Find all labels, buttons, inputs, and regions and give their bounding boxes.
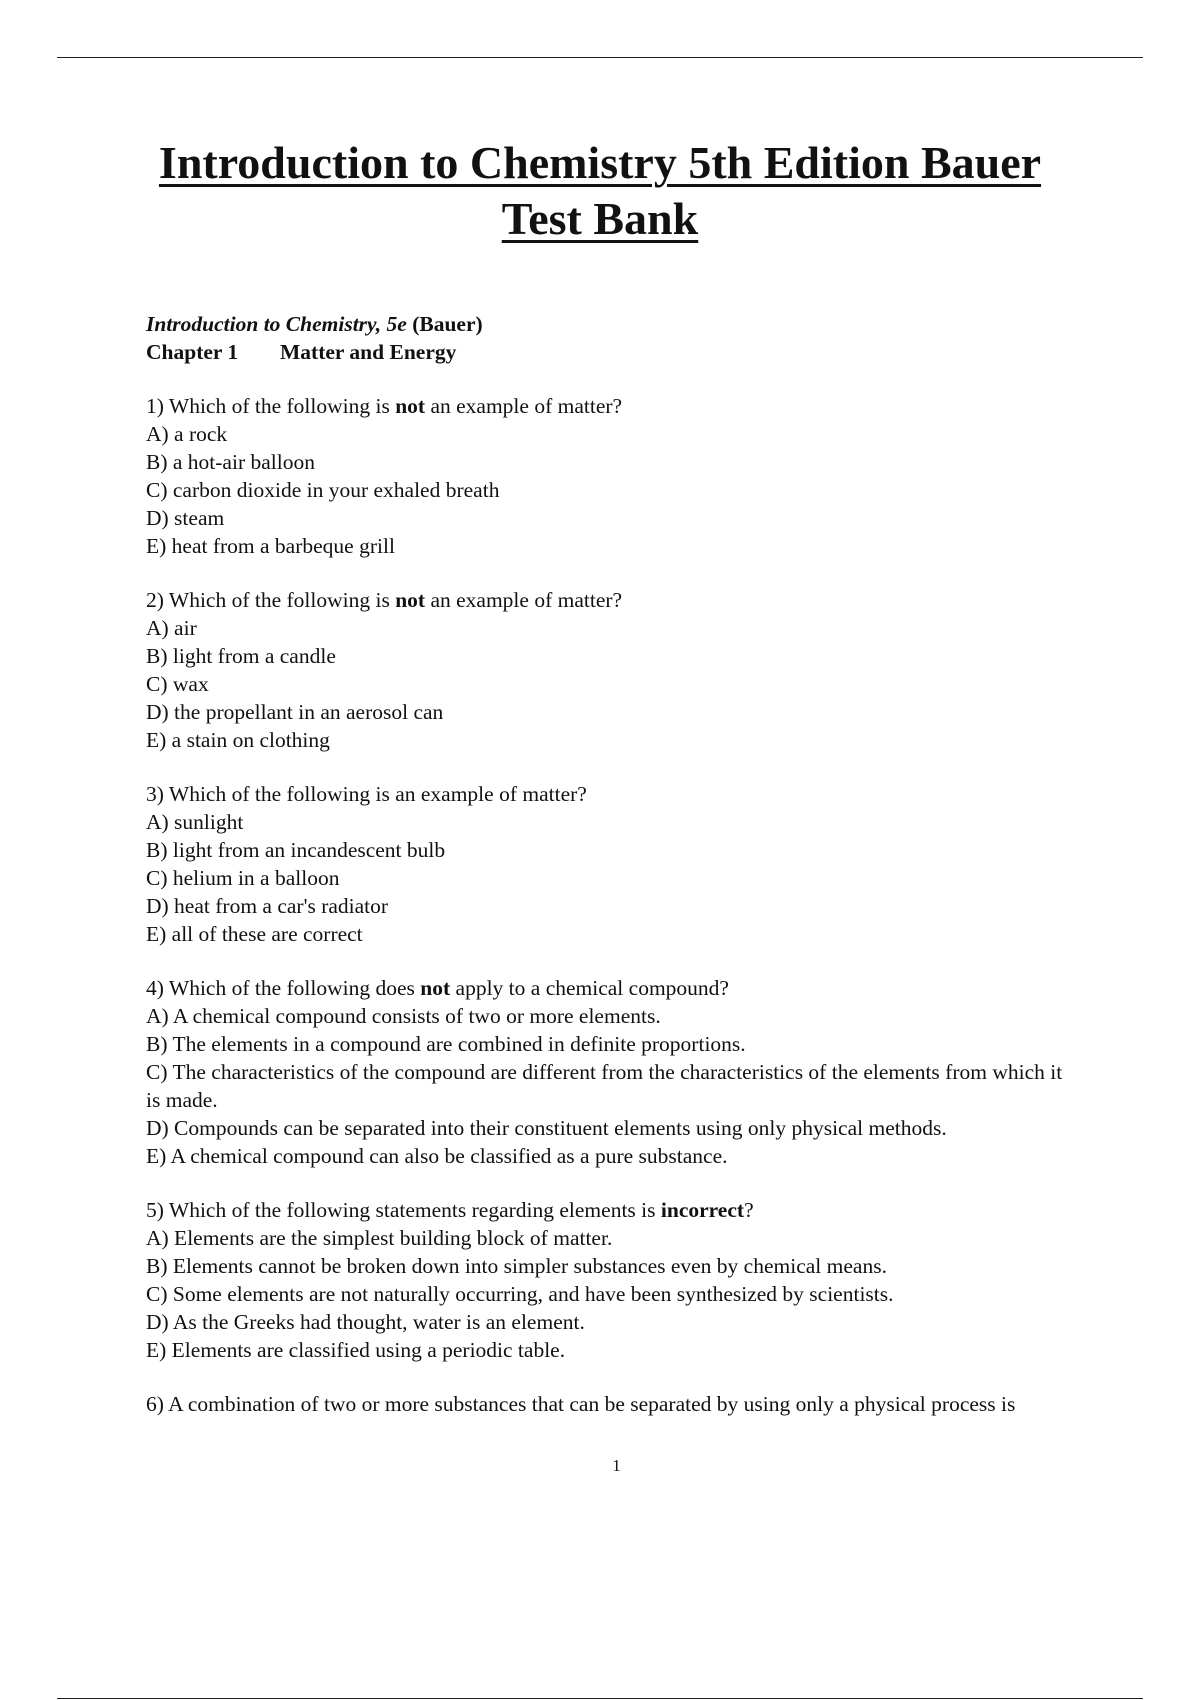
question-stem: 5) Which of the following statements regarding elements is incorrect? — [146, 1198, 754, 1222]
answer-option: A) sunlight — [146, 810, 244, 834]
top-rule — [57, 57, 1143, 58]
answer-option: E) Elements are classified using a periodic table. — [146, 1338, 566, 1362]
question-stem: 2) Which of the following is not an example of matter? — [146, 588, 623, 612]
answer-option: A) air — [146, 616, 197, 640]
chapter-header — [146, 338, 1066, 366]
question-stem: 1) Which of the following is not an example of matter? — [146, 394, 623, 418]
bottom-rule — [57, 1698, 1143, 1699]
book-title: Introduction to Chemistry, 5e — [146, 312, 407, 336]
answer-option: D) heat from a car's radiator — [146, 894, 389, 918]
question-stem: 3) Which of the following is an example of matter? — [146, 782, 587, 806]
question-5 — [146, 1196, 1066, 1364]
document-title — [57, 135, 1143, 247]
question-2 — [146, 586, 1066, 754]
page-number: 1 — [612, 1456, 621, 1475]
answer-option: A) Elements are the simplest building block of matter. — [146, 1226, 613, 1250]
answer-option: B) light from an incandescent bulb — [146, 838, 446, 862]
answer-option: C) Some elements are not naturally occurring, and have been synthesized by scientists. — [146, 1282, 894, 1306]
question-stem: 6) A combination of two or more substances that can be separated by using only a physical process is — [146, 1392, 1016, 1416]
question-list — [146, 392, 1066, 1418]
answer-option: D) the propellant in an aerosol can — [146, 700, 444, 724]
answer-option: B) Elements cannot be broken down into simpler substances even by chemical means. — [146, 1254, 887, 1278]
answer-option: D) As the Greeks had thought, water is an element. — [146, 1310, 585, 1334]
question-1 — [146, 392, 1066, 560]
answer-option: E) all of these are correct — [146, 922, 363, 946]
answer-option: E) heat from a barbeque grill — [146, 534, 395, 558]
answer-option: E) A chemical compound can also be classified as a pure substance. — [146, 1144, 728, 1168]
chapter-label: Chapter 1 — [146, 340, 239, 364]
question-stem: 4) Which of the following does not apply to a chemical compound? — [146, 976, 729, 1000]
answer-option: A) A chemical compound consists of two or more elements. — [146, 1004, 661, 1028]
answer-option: B) light from a candle — [146, 644, 336, 668]
title-line-1: Introduction to Chemistry 5th Edition Bauer — [158, 137, 1042, 188]
answer-option: B) a hot-air balloon — [146, 450, 315, 474]
answer-option: E) a stain on clothing — [146, 728, 330, 752]
test-bank-content — [146, 310, 1066, 1418]
answer-option: C) carbon dioxide in your exhaled breath — [146, 478, 500, 502]
answer-option: C) wax — [146, 672, 209, 696]
answer-option: D) steam — [146, 506, 225, 530]
title-line-2: Test Bank — [501, 193, 699, 244]
answer-option: C) The characteristics of the compound are different from the characteristics of the elements from which it is made. — [146, 1060, 1063, 1112]
book-header — [146, 310, 1066, 338]
question-6 — [146, 1390, 1066, 1418]
question-4 — [146, 974, 1066, 1170]
chapter-title: Matter and Energy — [280, 340, 457, 364]
question-3 — [146, 780, 1066, 948]
answer-option: B) The elements in a compound are combined in definite proportions. — [146, 1032, 746, 1056]
answer-option: C) helium in a balloon — [146, 866, 340, 890]
answer-option: A) a rock — [146, 422, 228, 446]
answer-option: D) Compounds can be separated into their constituent elements using only physical methods. — [146, 1116, 947, 1140]
book-author: (Bauer) — [412, 312, 483, 336]
